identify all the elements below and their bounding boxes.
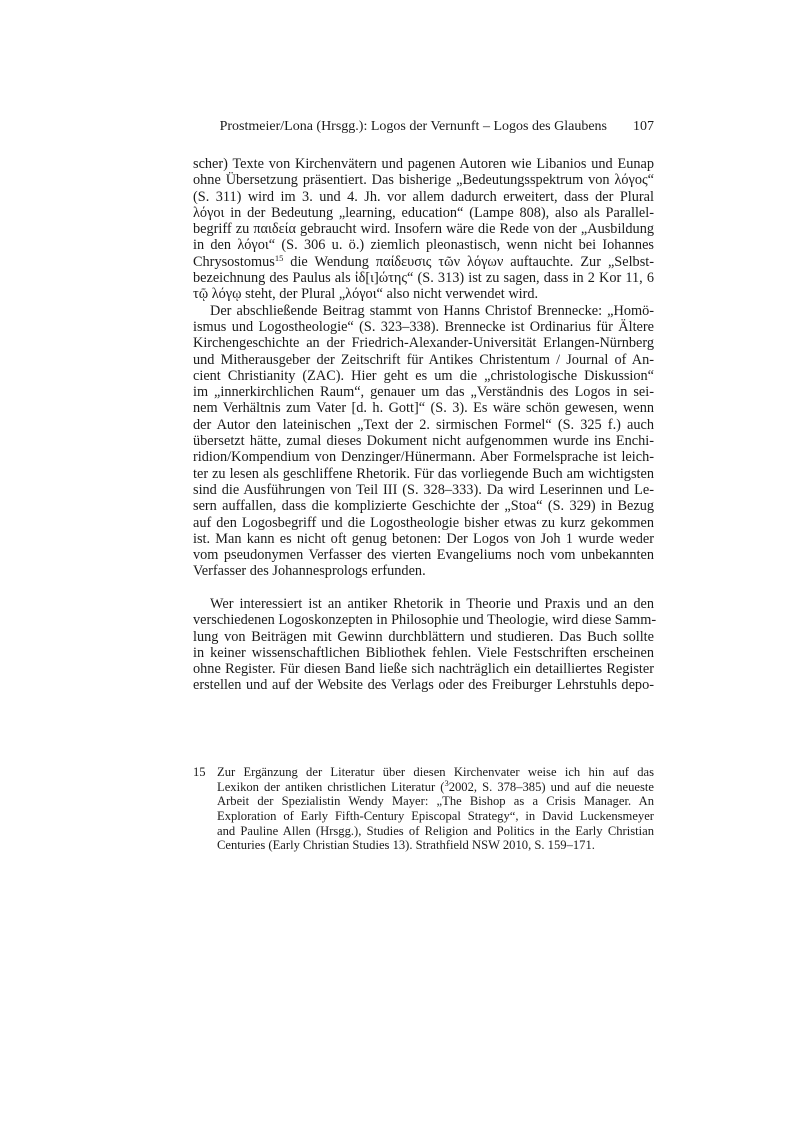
text-segment: Lexikon der antiken christlichen Literatur ( xyxy=(217,779,445,794)
text-line: bezeichnung des Paulus als ἰδ[ι]ώτης“ (S. 313) ist zu sagen, dass in 2 Kor 11, 6 xyxy=(193,270,654,287)
main-text xyxy=(193,156,654,580)
text-line: cient Christianity (ZAC). Hier geht es um die „christologische Diskussion“ xyxy=(193,367,654,384)
footnote-text xyxy=(217,765,654,853)
text-line: der Autor den lateinischen „Text der 2. sirmischen Formel“ (S. 325 f.) auch xyxy=(193,416,654,433)
text-line: Kirchengeschichte an der Friedrich-Alexander-Universität Erlangen-Nürnberg xyxy=(193,335,654,352)
text-line: sind die Ausführungen von Teil III (S. 328–333). Da wird Leserinnen und Le- xyxy=(193,481,654,498)
text-line: übersetzt hätte, zumal dieses Dokument nicht aufgenommen wurde ins Enchi- xyxy=(193,433,654,450)
running-header xyxy=(193,119,654,135)
edition-superscript: 3 xyxy=(444,777,449,788)
footnote-line: Exploration of Early Fifth-Century Episcopal Strategy“, in David Luckensmeyer xyxy=(217,809,654,824)
footnote-line: and Pauline Allen (Hrsgg.), Studies of Religion and Politics in the Early Christian xyxy=(217,823,654,838)
text-line: ter zu lesen als geschliffene Rhetorik. Für das vorliegende Buch am wichtigsten xyxy=(193,465,654,482)
footnote-line: Arbeit der Spezialistin Wendy Mayer: „The Bishop as a Crisis Manager. An xyxy=(217,794,654,809)
text-line: τῷ λόγῳ steht, der Plural „λόγοι“ also nicht verwendet wird. xyxy=(193,286,539,303)
text-line: im „innerkirchlichen Raum“, genauer um das „Verständnis des Logos in sei- xyxy=(193,384,654,401)
text-line: in den λόγοι“ (S. 306 u. ö.) ziemlich pleonastisch, wenn nicht bei Iohannes xyxy=(193,237,654,254)
text-line: Verfasser des Johannesprologs erfunden. xyxy=(193,563,426,580)
paragraph-first-line: Der abschließende Beitrag stammt von Hanns Christof Brennecke: „Homö- xyxy=(210,302,654,319)
text-line: begriff zu παιδεία gebraucht wird. Insofern wäre die Rede von der „Ausbildung xyxy=(193,221,654,238)
text-line: scher) Texte von Kirchenvätern und pagenen Autoren wie Libanios und Eunap xyxy=(193,156,654,172)
text-line: erstellen und auf der Website des Verlags oder des Freiburger Lehrstuhls depo- xyxy=(193,677,654,694)
paragraph-first-line: Wer interessiert ist an antiker Rhetorik in Theorie und Praxis und an den xyxy=(210,596,654,612)
text-line: (S. 311) wird im 3. und 4. Jh. vor allem dadurch erweitert, dass der Plural xyxy=(193,188,654,205)
text-line: lung von Beiträgen mit Gewinn durchblättern und studieren. Das Buch sollte xyxy=(193,628,654,645)
footnote-line xyxy=(217,777,654,795)
text-line: verschiedenen Logoskonzepten in Philosophie und Theologie, wird diese Samm- xyxy=(193,612,657,629)
text-line: sern auffallen, dass die komplizierte Geschichte der „Stoa“ (S. 329) in Bezug xyxy=(193,498,654,515)
footnote-line: Centuries (Early Christian Studies 13). Strathfield NSW 2010, S. 159–171. xyxy=(217,838,595,853)
text-line: nem Verhältnis zum Vater [d. h. Gott]“ (S. 3). Es wäre schön gewesen, wenn xyxy=(193,400,654,417)
text-line: vom pseudonymen Verfasser des vierten Evangeliums noch vom unbekannten xyxy=(193,547,654,564)
text-segment: die Wendung παίδευσις τῶν λόγων auftauchte. Zur „Selbst- xyxy=(283,253,654,270)
text-line: in keiner wissenschaftlichen Bibliothek fehlen. Viele Festschriften erscheinen xyxy=(193,644,654,661)
text-line: auf den Logosbegriff und die Logostheologie bisher etwas zu kurz gekommen xyxy=(193,514,654,531)
text-line: ismus und Logostheologie“ (S. 323–338). Brennecke ist Ordinarius für Ältere xyxy=(193,318,654,335)
footnote-number: 15 xyxy=(193,765,206,779)
text-segment: Chrysostomus xyxy=(193,253,275,270)
text-line: und Mitherausgeber der Zeitschrift für Antikes Christentum / Journal of An- xyxy=(193,351,654,368)
text-line: ohne Übersetzung präsentiert. Das bisherige „Bedeutungsspektrum von λόγος“ xyxy=(193,172,654,189)
text-line: λόγοι in der Bedeutung „learning, education“ (Lampe 808), also als Parallel- xyxy=(193,204,654,221)
text-line xyxy=(193,254,654,270)
text-line: ohne Register. Für diesen Band ließe sich nachträglich ein detailliertes Register xyxy=(193,661,654,678)
closing-paragraph xyxy=(193,596,657,694)
text-line: ridion/Kompendium von Denzinger/Hünermann. Aber Formelsprache ist leich- xyxy=(193,449,654,466)
page-number: 107 xyxy=(633,119,654,134)
text-segment: 2002, S. 378–385) und auf die neueste xyxy=(448,779,654,794)
footnote-line: Zur Ergänzung der Literatur über diesen Kirchenvater weise ich hin auf das xyxy=(217,765,654,779)
footnote-ref[interactable]: 15 xyxy=(274,252,284,263)
running-title: Prostmeier/Lona (Hrsgg.): Logos der Vernunft – Logos des Glaubens xyxy=(219,119,607,134)
text-line: ist. Man kann es nicht oft genug betonen: Der Logos von Joh 1 wurde weder xyxy=(193,530,654,547)
